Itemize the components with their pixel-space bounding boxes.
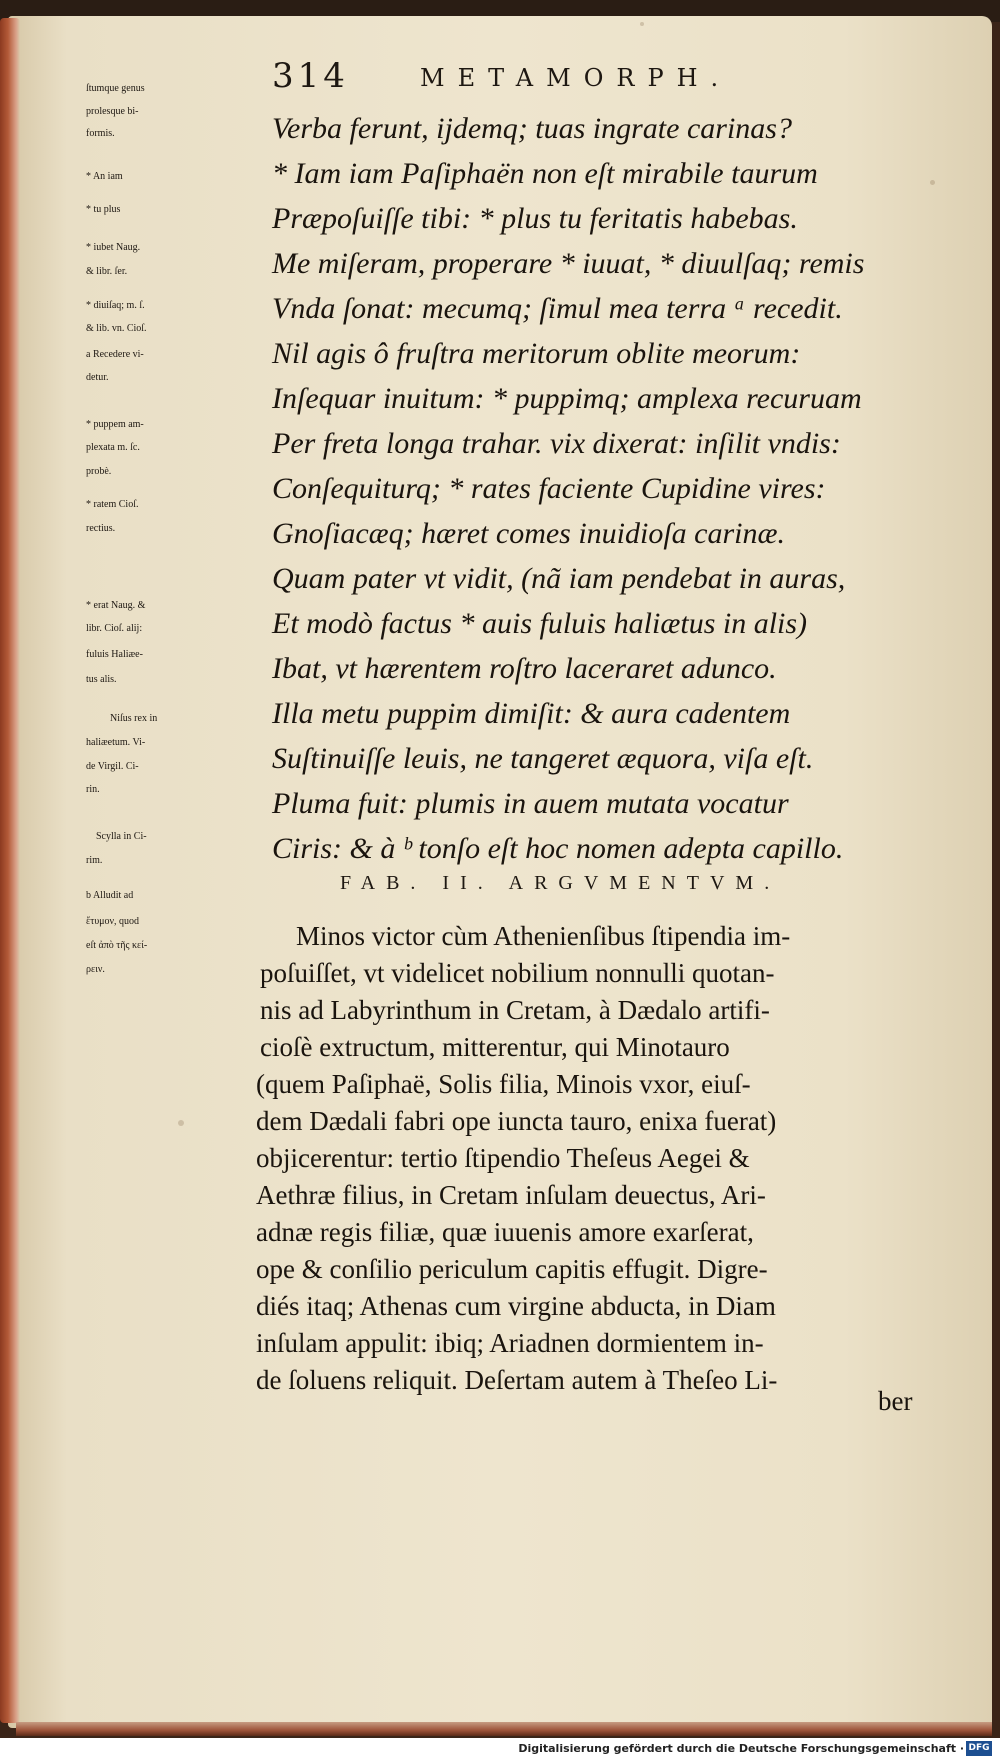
prose-line: nis ad Labyrinthum in Cretam, à Dædalo artifi- — [260, 995, 770, 1025]
verse-line: Præpoſuiſſe tibi: * plus tu feritatis habebas. — [272, 202, 798, 235]
prose-line: dem Dædali fabri ope iuncta tauro, enixa fuerat) — [256, 1106, 777, 1136]
prose-line: (quem Paſiphaë, Solis filia, Minois vxor, eiuſ- — [256, 1069, 751, 1099]
margin-note: prolesque bi- — [86, 106, 139, 117]
margin-note: de Virgil. Ci- — [86, 761, 139, 772]
prose-line: diés itaq; Athenas cum virgine abducta, in Diam — [256, 1291, 776, 1321]
verse-line: Vnda ſonat: mecumq; ſimul mea terra ᵃ recedit. — [272, 292, 843, 325]
paper-speck — [930, 180, 935, 185]
margin-note: fuluis Haliæe- — [86, 649, 143, 660]
margin-note: * tu plus — [86, 204, 121, 215]
verse-line: Verba ferunt, ijdemq; tuas ingrate carinas? — [272, 112, 792, 145]
margin-note: a Recedere vi- — [86, 349, 144, 360]
catchword: ber — [878, 1386, 913, 1416]
margin-note: * diuiſaq; m. ſ. — [86, 300, 145, 311]
margin-note: & libr. ſer. — [86, 266, 128, 277]
margin-note: ſtumque genus — [86, 83, 145, 94]
dfg-logo: DFG — [966, 1741, 992, 1756]
verse-line: Gnoſiacæq; hæret comes inuidioſa carinæ. — [272, 517, 786, 550]
margin-note: * An iam — [86, 171, 123, 182]
prose-line: poſuiſſet, vt videlicet nobilium nonnulli quotan- — [260, 958, 775, 988]
verse-line: Per freta longa trahar. vix dixerat: inſilit vndis: — [272, 427, 841, 460]
verse-line: Inſequar inuitum: * puppimq; amplexa recuruam — [272, 382, 862, 415]
margin-note: formis. — [86, 128, 115, 139]
verse-line: Nil agis ô fruſtra meritorum oblite meorum: — [272, 337, 801, 370]
margin-note: plexata m. ſc. — [86, 442, 140, 453]
prose-line: objicerentur: tertio ſtipendio Theſeus Aegei & — [256, 1143, 750, 1173]
prose-line: de ſoluens reliquit. Deſertam autem à Theſeo Li- — [256, 1365, 778, 1395]
page-left-edge — [0, 18, 20, 1723]
margin-note: rin. — [86, 784, 100, 795]
prose-line: Aethræ filius, in Cretam inſulam deuectus, Ari- — [256, 1180, 766, 1210]
running-title: METAMORPH. — [420, 64, 732, 92]
prose-line: Minos victor cùm Athenienſibus ſtipendia im- — [296, 921, 791, 951]
page-number: 314 — [272, 56, 349, 96]
margin-note: ρειν. — [86, 964, 105, 975]
verse-line: Ciris: & à ᵇ tonſo eſt hoc nomen adepta capillo. — [272, 832, 844, 865]
margin-note: Scylla in Ci- — [96, 831, 147, 842]
funding-credit: Digitalisierung gefördert durch die Deutsche Forschungsgemeinschaft · — [518, 1742, 964, 1755]
verse-line: Suſtinuiſſe leuis, ne tangeret æquora, viſa eſt. — [272, 742, 814, 775]
verse-line: Et modò factus * auis fuluis haliætus in alis) — [272, 607, 808, 640]
verse-line: Me miſeram, properare * iuuat, * diuulſaq; remis — [272, 247, 865, 280]
margin-note: ἔτυμον, quod — [86, 916, 140, 927]
margin-note: * erat Naug. & — [86, 600, 146, 611]
margin-note: rim. — [86, 855, 103, 866]
margin-note: probè. — [86, 466, 112, 477]
paper-speck — [178, 1120, 184, 1126]
verse-line: Ibat, vt hærentem roſtro laceraret adunco. — [272, 652, 777, 685]
margin-note: Niſus rex in — [110, 713, 158, 724]
verse-line: Illa metu puppim dimiſit: & aura cadentem — [272, 697, 791, 730]
margin-note: haliæetum. Vi- — [86, 737, 146, 748]
page-header — [272, 56, 912, 100]
verse-line: * Iam iam Paſiphaën non eſt mirabile taurum — [272, 157, 818, 190]
margin-note: rectius. — [86, 523, 116, 534]
margin-note: * ratem Cioſ. — [86, 499, 139, 510]
prose-line: adnæ regis filiæ, quæ iuuenis amore exarſerat, — [256, 1217, 754, 1247]
margin-note: & lib. vn. Cioſ. — [86, 323, 147, 334]
margin-note: libr. Cioſ. alij: — [86, 623, 143, 634]
prose-line: cioſè extructum, mitterentur, qui Minotauro — [260, 1032, 730, 1062]
paper-speck — [640, 22, 644, 26]
section-heading: FAB. II. ARGVMENTVM. — [340, 872, 781, 894]
prose-line: ope & conſilio periculum capitis effugit. Digre- — [256, 1254, 768, 1284]
verse-line: Pluma fuit: plumis in auem mutata vocatur — [272, 787, 789, 820]
margin-note: * puppem am- — [86, 419, 144, 430]
margin-note: b Alludit ad — [86, 890, 134, 901]
margin-note: detur. — [86, 372, 109, 383]
margin-note: * iubet Naug. — [86, 242, 141, 253]
margin-note: eſt ἀπὸ τῆς κεί- — [86, 940, 148, 951]
digitization-footer — [0, 1738, 1000, 1761]
verse-line: Conſequiturq; * rates faciente Cupidine vires: — [272, 472, 826, 505]
margin-note: tus alis. — [86, 674, 117, 685]
prose-line: inſulam appulit: ibiq; Ariadnen dormientem in- — [256, 1328, 764, 1358]
verse-line: Quam pater vt vidit, (nã iam pendebat in auras, — [272, 562, 846, 595]
page-bottom-edge — [16, 1722, 992, 1736]
